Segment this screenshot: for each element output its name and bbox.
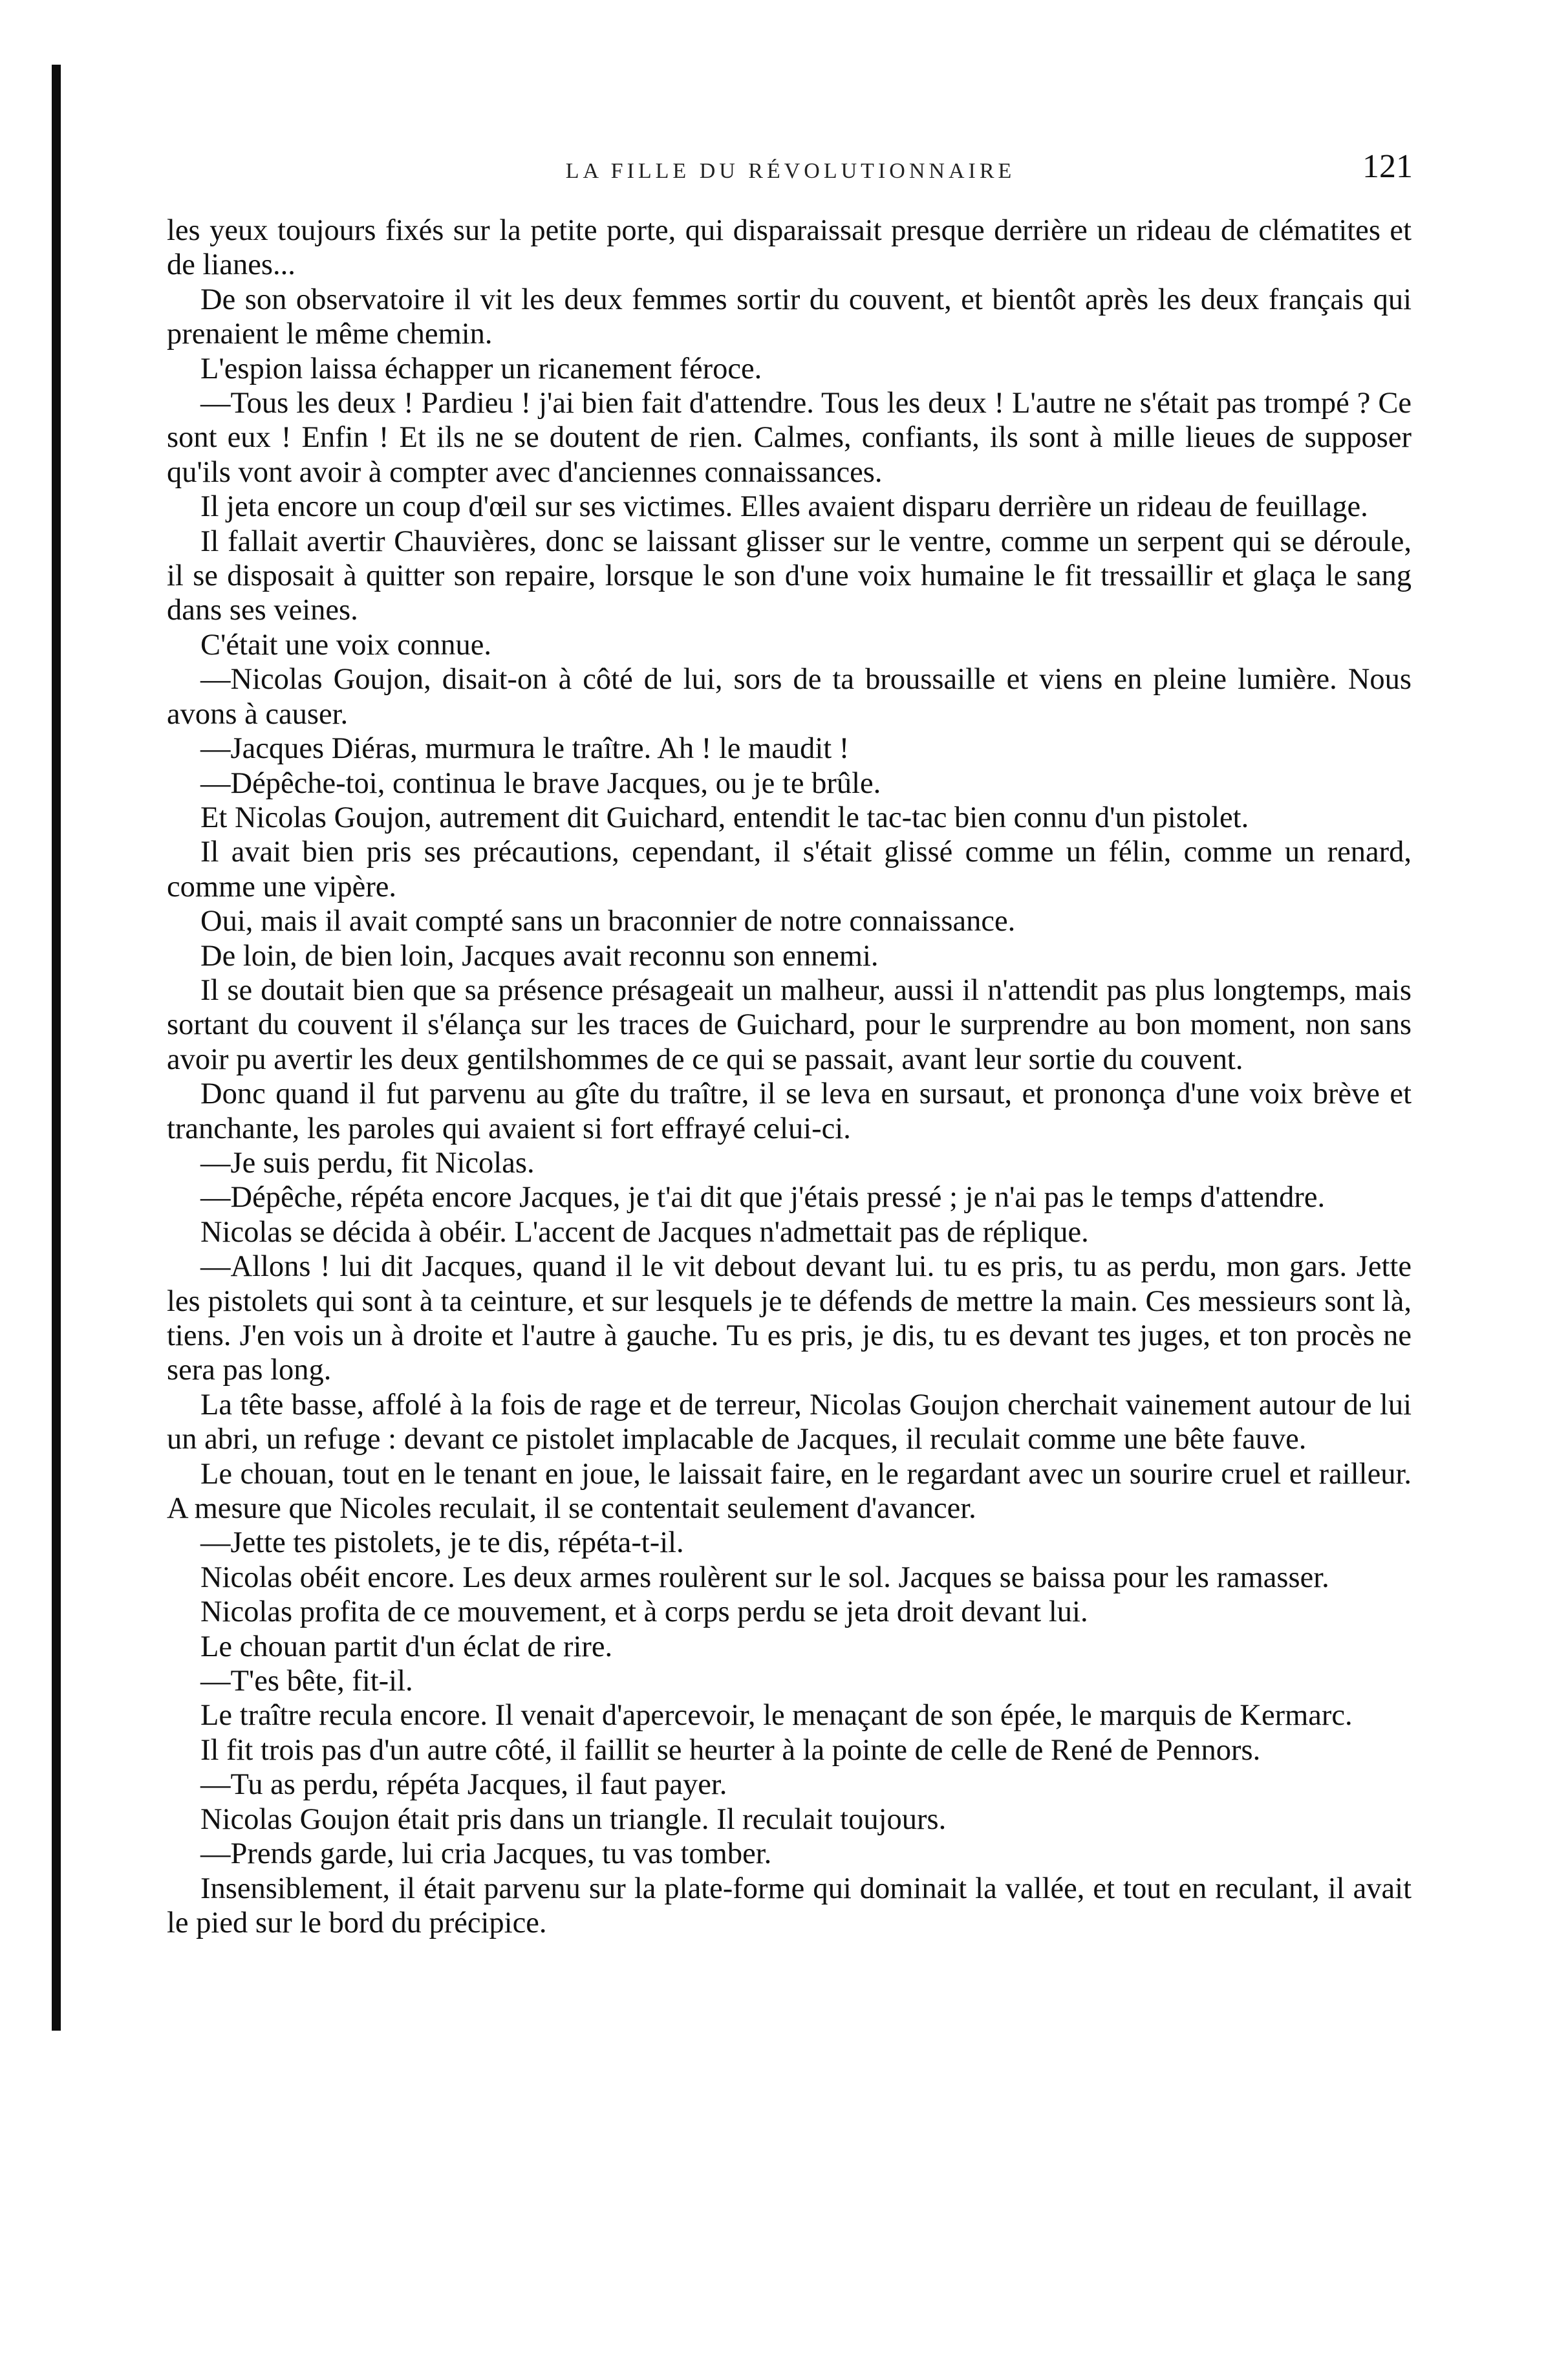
paragraph: Il se doutait bien que sa présence présageait un malheur, aussi il n'attendit pas plus longtemps, mais sortant du couvent il s'élança sur les traces de Guichard, pour le surprendre au bon moment, non sans avoir pu avertir les deux gentilshommes de ce qui se passait, avant leur sortie du couvent. xyxy=(167,973,1412,1076)
paragraph: Nicolas obéit encore. Les deux armes roulèrent sur le sol. Jacques se baissa pour les ramasser. xyxy=(200,1560,1329,1594)
paragraph: les yeux toujours fixés sur la petite porte, qui disparaissait presque derrière un rideau de clématites et de lianes... xyxy=(167,214,1412,282)
paragraph: —Je suis perdu, fit Nicolas. xyxy=(200,1146,535,1180)
paragraph: —Nicolas Goujon, disait-on à côté de lui, sors de ta broussaille et viens en pleine lumière. Nous avons à causer. xyxy=(167,663,1412,731)
paragraph: De son observatoire il vit les deux femmes sortir du couvent, et bientôt après les deux français qui prenaient le même chemin. xyxy=(167,283,1412,351)
paragraph: La tête basse, affolé à la fois de rage et de terreur, Nicolas Goujon cherchait vainement autour de lui un abri, un refuge : devant ce pistolet implacable de Jacques, il reculait comme une bête fauve. xyxy=(167,1388,1412,1456)
paragraph: —Allons ! lui dit Jacques, quand il le vit debout devant lui. tu es pris, tu as perdu, mon gars. Jette les pistolets qui sont à ta ceinture, et sur lesquels je te défends de mettre la main. Ces messieurs sont là, tiens. J'en vois un à droite et l'autre à gauche. Tu es pris, je dis, tu es devant tes juges, et ton procès ne sera pas long. xyxy=(167,1250,1412,1387)
paragraph: Il fallait avertir Chauvières, donc se laissant glisser sur le ventre, comme un serpent qui se déroule, il se disposait à quitter son repaire, lorsque le son d'une voix humaine le fit tressaillir et glaça le sang dans ses veines. xyxy=(167,524,1412,627)
paragraph: —Tu as perdu, répéta Jacques, il faut payer. xyxy=(200,1768,727,1802)
paragraph: C'était une voix connue. xyxy=(200,628,492,662)
paragraph: —Jacques Diéras, murmura le traître. Ah ! le maudit ! xyxy=(200,732,850,766)
paragraph: Insensiblement, il était parvenu sur la plate-forme qui dominait la vallée, et tout en reculant, il avait le pied sur le bord du précipice. xyxy=(167,1872,1412,1939)
paragraph: —Jette tes pistolets, je te dis, répéta-t-il. xyxy=(200,1526,684,1560)
page-number: 121 xyxy=(1362,148,1413,185)
paragraph: L'espion laissa échapper un ricanement féroce. xyxy=(200,352,762,385)
paragraph: Il avait bien pris ses précautions, cependant, il s'était glissé comme un félin, comme un renard, comme une vipère. xyxy=(167,836,1412,903)
paragraph: Nicolas se décida à obéir. L'accent de Jacques n'admettait pas de réplique. xyxy=(200,1215,1089,1249)
paragraph: Donc quand il fut parvenu au gîte du traître, il se leva en sursaut, et prononça d'une voix brève et tranchante, les paroles qui avaient si fort effrayé celui-ci. xyxy=(167,1077,1412,1145)
paragraph: De loin, de bien loin, Jacques avait reconnu son ennemi. xyxy=(200,939,879,973)
paragraph: —Dépêche, répéta encore Jacques, je t'ai dit que j'étais pressé ; je n'ai pas le temps d'attendre. xyxy=(200,1181,1326,1215)
paragraph: —Dépêche-toi, continua le brave Jacques, ou je te brûle. xyxy=(200,766,881,800)
paragraph: Le traître recula encore. Il venait d'apercevoir, le menaçant de son épée, le marquis de Kermarc. xyxy=(200,1699,1353,1733)
paragraph: Il fit trois pas d'un autre côté, il faillit se heurter à la pointe de celle de René de Pennors. xyxy=(200,1733,1261,1767)
body-text xyxy=(167,213,1412,1940)
paragraph: Oui, mais il avait compté sans un braconnier de notre connaissance. xyxy=(200,905,1016,938)
page-binding-edge xyxy=(52,65,61,2031)
running-title: LA FILLE DU RÉVOLUTIONNAIRE xyxy=(565,159,1016,183)
paragraph: Nicolas profita de ce mouvement, et à corps perdu se jeta droit devant lui. xyxy=(200,1595,1088,1629)
page-header xyxy=(168,147,1413,193)
paragraph: Et Nicolas Goujon, autrement dit Guichard, entendit le tac-tac bien connu d'un pistolet. xyxy=(200,801,1249,834)
paragraph: Nicolas Goujon était pris dans un triangle. Il reculait toujours. xyxy=(200,1802,947,1836)
paragraph: Il jeta encore un coup d'œil sur ses victimes. Elles avaient disparu derrière un rideau de feuillage. xyxy=(200,490,1368,524)
paragraph: —Tous les deux ! Pardieu ! j'ai bien fait d'attendre. Tous les deux ! L'autre ne s'était pas trompé ? Ce sont eux ! Enfin ! Et ils ne se doutent de rien. Calmes, confiants, ils sont à mille lieues de supposer qu'ils vont avoir à compter avec d'anciennes connaissances. xyxy=(167,387,1412,489)
paragraph: Le chouan, tout en le tenant en joue, le laissait faire, en le regardant avec un sourire cruel et railleur. A mesure que Nicoles reculait, il se contentait seulement d'avancer. xyxy=(167,1457,1412,1526)
paragraph: —Prends garde, lui cria Jacques, tu vas tomber. xyxy=(200,1837,772,1871)
paragraph: Le chouan partit d'un éclat de rire. xyxy=(200,1630,613,1663)
paragraph: —T'es bête, fit-il. xyxy=(200,1665,413,1698)
